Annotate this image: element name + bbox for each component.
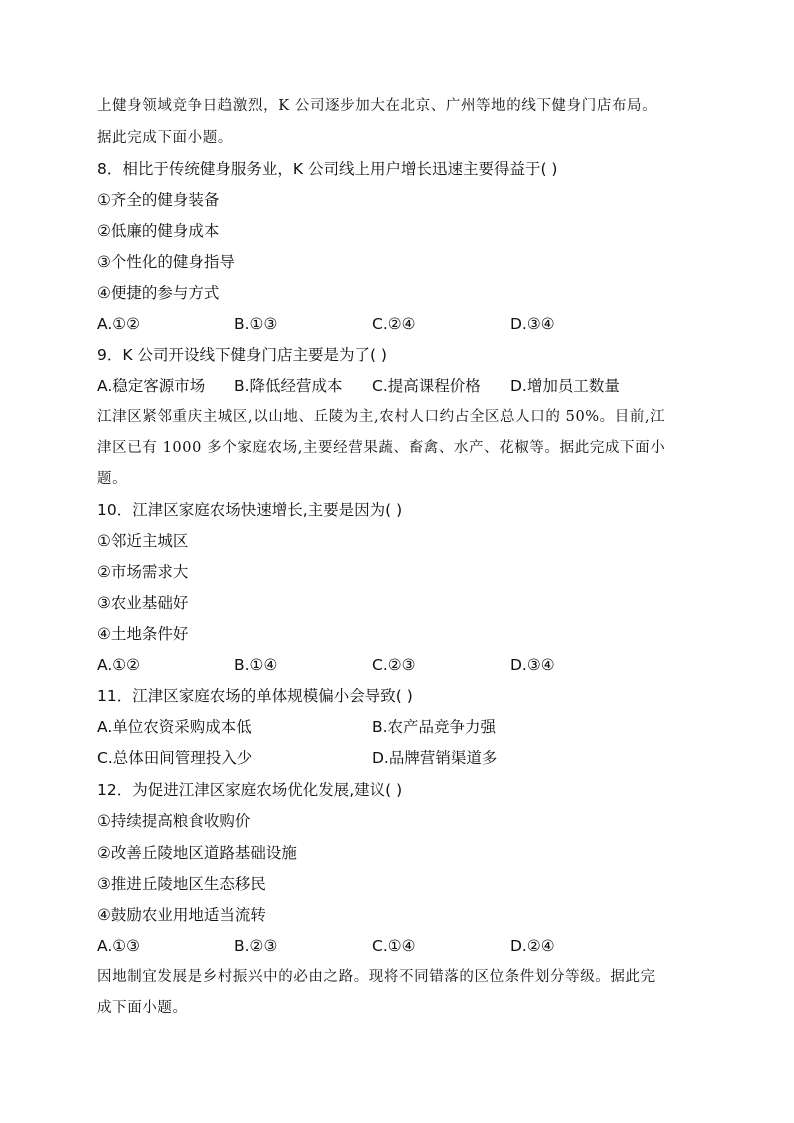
question-8-option-c: C.②④ [372,315,416,333]
question-9-stem: 9．K 公司开设线下健身门店主要是为了( ) [97,346,387,364]
question-10-item-1: ①邻近主城区 [97,532,189,550]
question-10-item-3: ③农业基础好 [97,594,189,612]
question-10-stem: 10．江津区家庭农场快速增长,主要是因为( ) [97,501,403,519]
question-12-item-3: ③推进丘陵地区生态移民 [97,875,266,893]
passage-1-line-1: 上健身领域竞争日趋激烈，K 公司逐步加大在北京、广州等地的线下健身门店布局。 [97,98,658,114]
passage-3-line-2: 成下面小题。 [97,1000,188,1016]
question-10-option-d: D.③④ [510,656,555,674]
question-11-option-c: C.总体田间管理投入少 [97,749,253,767]
question-10-option-c: C.②③ [372,656,416,674]
passage-2-line-3: 题。 [97,471,128,487]
question-8-item-1: ①齐全的健身装备 [97,191,220,209]
question-11-option-b: B.农产品竞争力强 [372,718,497,736]
question-12-item-1: ①持续提高粮食收购价 [97,812,251,830]
question-11-stem: 11．江津区家庭农场的单体规模偏小会导致( ) [97,687,413,705]
question-9-option-d: D.增加员工数量 [510,377,620,395]
question-12-stem: 12．为促进江津区家庭农场优化发展,建议( ) [97,781,403,799]
passage-3-line-1: 因地制宜发展是乡村振兴中的必由之路。现将不同错落的区位条件划分等级。据此完 [97,969,656,985]
question-8-item-3: ③个性化的健身指导 [97,253,235,271]
passage-1-line-2: 据此完成下面小题。 [97,130,233,146]
question-10-item-2: ②市场需求大 [97,563,189,581]
question-11-option-d: D.品牌营销渠道多 [372,749,498,767]
question-10-option-a: A.①② [97,656,141,674]
question-12-item-4: ④鼓励农业用地适当流转 [97,906,266,924]
question-8-stem: 8．相比于传统健身服务业，K 公司线上用户增长迅速主要得益于( ) [97,160,558,178]
question-8-option-a: A.①② [97,315,141,333]
question-10-option-b: B.①④ [234,656,278,674]
question-12-option-c: C.①④ [372,937,416,955]
passage-2-line-2: 津区已有 1000 多个家庭农场,主要经营果蔬、畜禽、水产、花椒等。据此完成下面小 [97,440,666,456]
question-11-option-a: A.单位农资采购成本低 [97,718,252,736]
question-9-option-b: B.降低经营成本 [234,377,343,395]
question-10-item-4: ④土地条件好 [97,625,189,643]
question-8-option-b: B.①③ [234,315,278,333]
question-12-option-a: A.①③ [97,937,141,955]
question-9-option-c: C.提高课程价格 [372,377,481,395]
question-8-option-d: D.③④ [510,315,555,333]
question-12-option-d: D.②④ [510,937,555,955]
passage-2-line-1: 江津区紧邻重庆主城区,以山地、丘陵为主,农村人口约占全区总人口的 50%。目前,江 [97,409,666,425]
question-12-option-b: B.②③ [234,937,278,955]
question-9-option-a: A.稳定客源市场 [97,377,206,395]
question-8-item-2: ②低廉的健身成本 [97,222,220,240]
question-12-item-2: ②改善丘陵地区道路基础设施 [97,844,297,862]
question-8-item-4: ④便捷的参与方式 [97,284,220,302]
